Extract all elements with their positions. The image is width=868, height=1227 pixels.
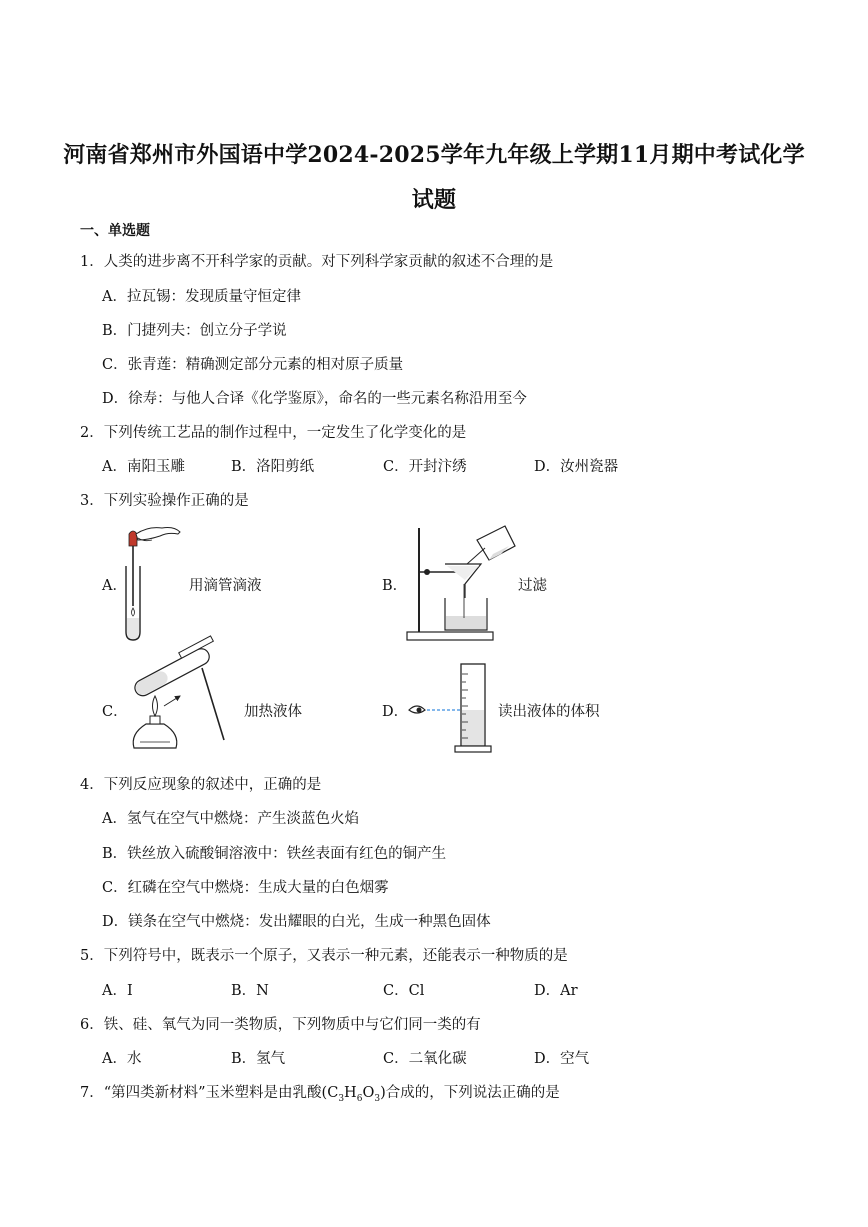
question-3-option-c-letter: C． (102, 704, 128, 720)
question-5-option-a: A．I (102, 983, 133, 999)
question-3-option-a-letter: A． (102, 578, 127, 594)
question-3-option-b-letter: B． (382, 578, 408, 594)
question-3-stem: 3．下列实验操作正确的是 (80, 493, 249, 509)
question-1-option-c: C．张青莲：精确测定部分元素的相对原子质量 (102, 357, 404, 373)
question-6-option-d: D．空气 (534, 1051, 590, 1067)
exam-title-line2: 试题 (411, 187, 457, 213)
question-4-option-c: C．红磷在空气中燃烧：生成大量的白色烟雾 (102, 880, 389, 896)
question-3-option-c-label: 加热液体 (244, 704, 302, 720)
question-1-option-a: A．拉瓦锡：发现质量守恒定律 (102, 289, 301, 305)
question-1-option-b: B．门捷列夫：创立分子学说 (102, 323, 287, 339)
question-2-option-b: B．洛阳剪纸 (231, 459, 315, 475)
graduated-cylinder-figure (405, 660, 495, 754)
heating-liquid-figure (120, 628, 228, 758)
question-5-option-d: D．Ar (534, 983, 578, 999)
question-6-stem: 6．铁、硅、氧气为同一类物质，下列物质中与它们同一类的有 (80, 1017, 481, 1033)
question-1-option-d: D．徐寿：与他人合译《化学鉴原》，命名的一些元素名称沿用至今 (102, 391, 527, 407)
question-5-option-b: B．N (231, 983, 269, 999)
question-2-option-a: A．南阳玉雕 (102, 459, 185, 475)
question-6-option-a: A．水 (102, 1051, 142, 1067)
question-6-option-c: C．二氧化碳 (383, 1051, 467, 1067)
question-3-option-b-label: 过滤 (518, 578, 547, 594)
question-5-option-c: C．Cl (383, 983, 425, 999)
question-7-stem: 7．“第四类新材料”玉米塑料是由乳酸$(C_3H_6O_3)$合成的，下列说法正确的是 (80, 1085, 560, 1104)
question-4-option-b: B．铁丝放入硫酸铜溶液中：铁丝表面有红色的铜产生 (102, 846, 447, 862)
question-3-option-a-label: 用滴管滴液 (189, 578, 262, 594)
question-3-option-d-label: 读出液体的体积 (498, 704, 600, 720)
question-6-option-b: B．氢气 (231, 1051, 286, 1067)
question-2-option-c: C．开封汴绣 (383, 459, 467, 475)
question-5-stem: 5．下列符号中，既表示一个原子，又表示一种元素，还能表示一种物质的是 (80, 948, 568, 964)
exam-title-line1: 河南省郑州市外国语中学2024-2025学年九年级上学期11月期中考试化学 (63, 142, 805, 168)
question-2-stem: 2．下列传统工艺品的制作过程中，一定发生了化学变化的是 (80, 425, 467, 441)
filtration-figure (405, 518, 517, 644)
dropper-figure (118, 520, 186, 644)
section-heading: 一、单选题 (80, 223, 150, 239)
question-3-option-d-letter: D． (382, 704, 409, 720)
question-2-option-d: D．汝州瓷器 (534, 459, 619, 475)
question-4-stem: 4．下列反应现象的叙述中，正确的是 (80, 777, 322, 793)
question-4-option-a: A．氢气在空气中燃烧：产生淡蓝色火焰 (102, 811, 359, 827)
question-4-option-d: D．镁条在空气中燃烧：发出耀眼的白光，生成一种黑色固体 (102, 914, 491, 930)
question-1-stem: 1．人类的进步离不开科学家的贡献。对下列科学家贡献的叙述不合理的是 (80, 254, 554, 270)
